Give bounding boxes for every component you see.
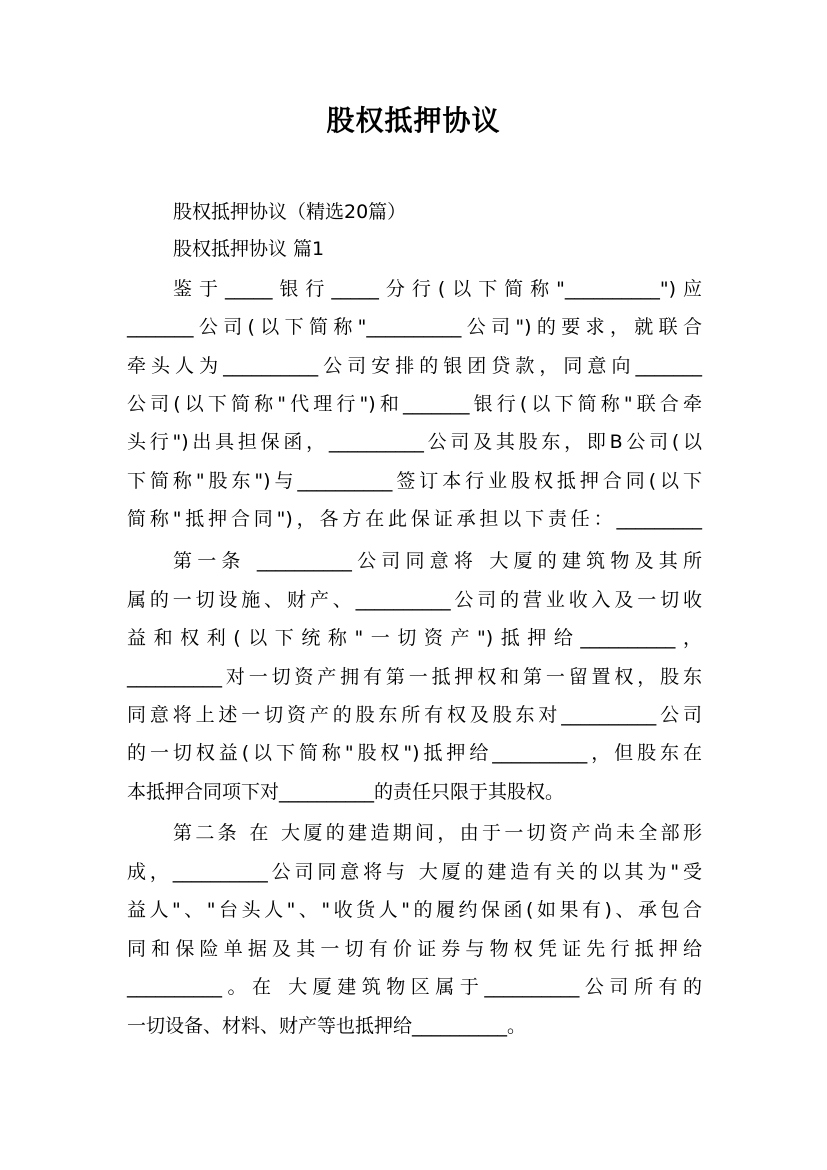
- paragraph-line: _______公司(以下简称"__________公司")的要求，就联合: [127, 316, 702, 338]
- article-one-line: 第一条 __________公司同意将 大厦的建筑物及其所: [173, 550, 702, 572]
- paragraph-line: 简称"抵押合同")，各方在此保证承担以下责任：_________: [127, 508, 702, 530]
- section-heading: 股权抵押协议 篇1: [173, 238, 325, 260]
- paragraph-line: 的一切权益(以下简称"股权")抵押给__________，但股东在: [127, 742, 702, 764]
- document-title: 股权抵押协议: [326, 104, 501, 137]
- paragraph-line: 本抵押合同项下对__________的责任只限于其股权。: [127, 781, 565, 803]
- paragraph-line: 益和权利(以下统称"一切资产")抵押给__________，: [127, 627, 702, 649]
- paragraph-line: 益人"、"台头人"、"收货人"的履约保函(如果有)、承包合: [127, 899, 702, 921]
- paragraph-line: 鉴于_____银行_____分行(以下简称"__________")应: [173, 278, 702, 300]
- paragraph-line: 成，__________公司同意将与 大厦的建造有关的以其为"受: [127, 861, 702, 883]
- paragraph-line: 牵头人为__________公司安排的银团贷款，同意向_______: [127, 355, 702, 377]
- paragraph-line: 公司(以下简称"代理行")和_______银行(以下简称"联合牵: [127, 393, 702, 415]
- paragraph-line: 同和保险单据及其一切有价证券与物权凭证先行抵押给: [127, 938, 702, 960]
- paragraph-line: 一切设备、材料、财产等也抵押给__________。: [127, 1015, 527, 1037]
- article-two-line: 第二条 在 大厦的建造期间，由于一切资产尚未全部形: [173, 822, 702, 844]
- paragraph-line: 属的一切设施、财产、__________公司的营业收入及一切收: [127, 589, 702, 611]
- paragraph-line: __________。在 大厦建筑物区属于__________公司所有的: [127, 976, 702, 998]
- paragraph-line: 头行")出具担保函，__________公司及其股东，即B公司(以: [127, 431, 702, 453]
- paragraph-line: 同意将上述一切资产的股东所有权及股东对__________公司: [127, 704, 702, 726]
- paragraph-line: 下简称"股东")与__________签订本行业股权抵押合同(以下: [127, 470, 702, 492]
- document-subtitle: 股权抵押协议（精选20篇）: [173, 201, 407, 223]
- paragraph-line: __________对一切资产拥有第一抵押权和第一留置权，股东: [127, 666, 702, 688]
